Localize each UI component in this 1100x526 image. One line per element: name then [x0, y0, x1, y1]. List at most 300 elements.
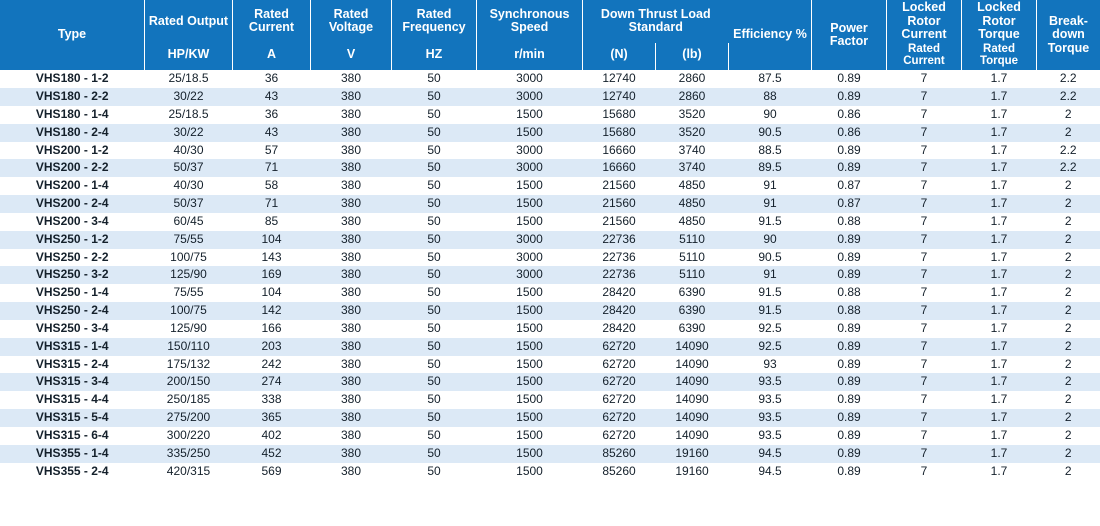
- cell-rated-frequency: 50: [392, 106, 477, 124]
- cell-rated-output: 100/75: [145, 249, 233, 267]
- cell-power-factor: 0.89: [812, 445, 887, 463]
- cell-thrust-newton: 16660: [583, 142, 656, 160]
- cell-thrust-pound: 5110: [656, 249, 729, 267]
- cell-rated-frequency: 50: [392, 356, 477, 374]
- cell-rated-output: 25/18.5: [145, 70, 233, 88]
- cell-rated-output: 300/220: [145, 427, 233, 445]
- cell-efficiency: 90: [729, 231, 812, 249]
- cell-breakdown-torque: 2: [1037, 320, 1100, 338]
- cell-rated-frequency: 50: [392, 124, 477, 142]
- cell-locked-rotor-torque: 1.7: [962, 320, 1037, 338]
- cell-rated-current: 452: [233, 445, 311, 463]
- cell-rated-current: 43: [233, 124, 311, 142]
- cell-rated-current: 71: [233, 195, 311, 213]
- table-row: [0, 445, 1100, 463]
- cell-efficiency: 91: [729, 266, 812, 284]
- cell-rated-voltage: 380: [311, 142, 392, 160]
- cell-synchronous-speed: 3000: [477, 88, 583, 106]
- cell-thrust-newton: 62720: [583, 338, 656, 356]
- cell-thrust-newton: 16660: [583, 159, 656, 177]
- cell-thrust-pound: 14090: [656, 373, 729, 391]
- cell-power-factor: 0.89: [812, 356, 887, 374]
- cell-type: VHS250 - 2-4: [0, 302, 145, 320]
- cell-thrust-pound: 14090: [656, 356, 729, 374]
- cell-thrust-pound: 5110: [656, 266, 729, 284]
- cell-synchronous-speed: 1500: [477, 106, 583, 124]
- cell-synchronous-speed: 1500: [477, 320, 583, 338]
- cell-thrust-pound: 4850: [656, 213, 729, 231]
- cell-rated-current: 85: [233, 213, 311, 231]
- cell-synchronous-speed: 3000: [477, 142, 583, 160]
- cell-type: VHS315 - 6-4: [0, 427, 145, 445]
- cell-power-factor: 0.89: [812, 159, 887, 177]
- header-down-thrust-load-standard: Down Thrust Load Standard: [583, 0, 729, 43]
- table-row: [0, 338, 1100, 356]
- cell-synchronous-speed: 1500: [477, 213, 583, 231]
- cell-power-factor: 0.89: [812, 391, 887, 409]
- cell-locked-rotor-current: 7: [887, 409, 962, 427]
- table-row: [0, 213, 1100, 231]
- cell-thrust-pound: 14090: [656, 427, 729, 445]
- cell-type: VHS250 - 1-2: [0, 231, 145, 249]
- header-locked-rotor-torque: Locked Rotor Torque: [962, 0, 1037, 43]
- cell-breakdown-torque: 2: [1037, 338, 1100, 356]
- cell-rated-frequency: 50: [392, 159, 477, 177]
- cell-type: VHS315 - 2-4: [0, 356, 145, 374]
- header-rated-output: Rated Output: [145, 0, 233, 43]
- cell-rated-frequency: 50: [392, 249, 477, 267]
- cell-rated-output: 100/75: [145, 302, 233, 320]
- cell-rated-voltage: 380: [311, 373, 392, 391]
- cell-power-factor: 0.89: [812, 142, 887, 160]
- cell-rated-frequency: 50: [392, 409, 477, 427]
- cell-rated-current: 143: [233, 249, 311, 267]
- header-locked-rotor-current: Locked Rotor Current: [887, 0, 962, 43]
- cell-thrust-pound: 3520: [656, 106, 729, 124]
- cell-thrust-pound: 19160: [656, 463, 729, 481]
- cell-rated-voltage: 380: [311, 427, 392, 445]
- cell-synchronous-speed: 1500: [477, 373, 583, 391]
- cell-locked-rotor-current: 7: [887, 70, 962, 88]
- cell-type: VHS250 - 3-2: [0, 266, 145, 284]
- cell-rated-frequency: 50: [392, 70, 477, 88]
- header-power-factor: Power Factor: [812, 0, 887, 70]
- cell-efficiency: 91.5: [729, 302, 812, 320]
- cell-rated-voltage: 380: [311, 159, 392, 177]
- cell-type: VHS315 - 4-4: [0, 391, 145, 409]
- cell-type: VHS315 - 1-4: [0, 338, 145, 356]
- cell-rated-voltage: 380: [311, 177, 392, 195]
- cell-rated-output: 335/250: [145, 445, 233, 463]
- cell-locked-rotor-torque: 1.7: [962, 213, 1037, 231]
- cell-breakdown-torque: 2: [1037, 231, 1100, 249]
- cell-rated-current: 169: [233, 266, 311, 284]
- table-row: [0, 391, 1100, 409]
- unit-locked-rotor-current-ratio: Rated Current: [887, 43, 962, 71]
- cell-thrust-newton: 21560: [583, 177, 656, 195]
- cell-rated-voltage: 380: [311, 88, 392, 106]
- cell-locked-rotor-current: 7: [887, 391, 962, 409]
- cell-power-factor: 0.87: [812, 177, 887, 195]
- table-row: [0, 320, 1100, 338]
- cell-locked-rotor-current: 7: [887, 373, 962, 391]
- table-row: [0, 409, 1100, 427]
- cell-synchronous-speed: 1500: [477, 338, 583, 356]
- cell-type: VHS355 - 2-4: [0, 463, 145, 481]
- cell-thrust-newton: 62720: [583, 356, 656, 374]
- table-row: [0, 356, 1100, 374]
- cell-thrust-newton: 12740: [583, 70, 656, 88]
- cell-efficiency: 90.5: [729, 249, 812, 267]
- cell-efficiency: 93.5: [729, 409, 812, 427]
- cell-synchronous-speed: 1500: [477, 124, 583, 142]
- cell-rated-voltage: 380: [311, 70, 392, 88]
- unit-thrust-pound: (lb): [656, 43, 729, 71]
- unit-rated-frequency: HZ: [392, 43, 477, 71]
- cell-rated-voltage: 380: [311, 284, 392, 302]
- cell-rated-current: 142: [233, 302, 311, 320]
- cell-type: VHS180 - 2-4: [0, 124, 145, 142]
- cell-rated-current: 57: [233, 142, 311, 160]
- cell-rated-current: 166: [233, 320, 311, 338]
- cell-breakdown-torque: 2: [1037, 463, 1100, 481]
- cell-efficiency: 91.5: [729, 284, 812, 302]
- table-row: [0, 124, 1100, 142]
- cell-type: VHS200 - 1-2: [0, 142, 145, 160]
- cell-locked-rotor-current: 7: [887, 284, 962, 302]
- cell-rated-voltage: 380: [311, 266, 392, 284]
- cell-rated-voltage: 380: [311, 445, 392, 463]
- cell-type: VHS250 - 3-4: [0, 320, 145, 338]
- cell-breakdown-torque: 2: [1037, 177, 1100, 195]
- cell-type: VHS250 - 2-2: [0, 249, 145, 267]
- cell-locked-rotor-current: 7: [887, 88, 962, 106]
- cell-locked-rotor-current: 7: [887, 142, 962, 160]
- cell-thrust-pound: 14090: [656, 391, 729, 409]
- cell-thrust-newton: 62720: [583, 373, 656, 391]
- cell-locked-rotor-current: 7: [887, 177, 962, 195]
- cell-rated-voltage: 380: [311, 231, 392, 249]
- cell-rated-output: 40/30: [145, 177, 233, 195]
- cell-synchronous-speed: 3000: [477, 159, 583, 177]
- cell-thrust-pound: 6390: [656, 320, 729, 338]
- cell-type: VHS200 - 2-2: [0, 159, 145, 177]
- cell-locked-rotor-current: 7: [887, 320, 962, 338]
- cell-breakdown-torque: 2: [1037, 356, 1100, 374]
- cell-rated-current: 36: [233, 106, 311, 124]
- cell-rated-voltage: 380: [311, 213, 392, 231]
- cell-power-factor: 0.89: [812, 320, 887, 338]
- cell-rated-output: 175/132: [145, 356, 233, 374]
- cell-thrust-newton: 21560: [583, 195, 656, 213]
- cell-locked-rotor-torque: 1.7: [962, 284, 1037, 302]
- cell-synchronous-speed: 3000: [477, 249, 583, 267]
- cell-rated-current: 569: [233, 463, 311, 481]
- cell-thrust-newton: 62720: [583, 427, 656, 445]
- cell-breakdown-torque: 2: [1037, 213, 1100, 231]
- cell-thrust-pound: 2860: [656, 88, 729, 106]
- cell-power-factor: 0.86: [812, 124, 887, 142]
- cell-type: VHS200 - 1-4: [0, 177, 145, 195]
- cell-rated-voltage: 380: [311, 249, 392, 267]
- cell-rated-current: 71: [233, 159, 311, 177]
- cell-type: VHS180 - 1-2: [0, 70, 145, 88]
- cell-rated-output: 75/55: [145, 284, 233, 302]
- cell-thrust-newton: 62720: [583, 409, 656, 427]
- cell-locked-rotor-torque: 1.7: [962, 445, 1037, 463]
- cell-power-factor: 0.89: [812, 409, 887, 427]
- header-rated-voltage: Rated Voltage: [311, 0, 392, 43]
- cell-rated-current: 402: [233, 427, 311, 445]
- cell-rated-frequency: 50: [392, 373, 477, 391]
- cell-power-factor: 0.89: [812, 249, 887, 267]
- cell-rated-output: 30/22: [145, 124, 233, 142]
- table-row: [0, 159, 1100, 177]
- cell-rated-frequency: 50: [392, 302, 477, 320]
- cell-rated-frequency: 50: [392, 284, 477, 302]
- header-row-units: [0, 43, 1100, 71]
- table-row: [0, 427, 1100, 445]
- cell-rated-voltage: 380: [311, 338, 392, 356]
- cell-locked-rotor-torque: 1.7: [962, 70, 1037, 88]
- cell-thrust-newton: 28420: [583, 302, 656, 320]
- cell-synchronous-speed: 3000: [477, 266, 583, 284]
- cell-power-factor: 0.89: [812, 231, 887, 249]
- cell-type: VHS200 - 3-4: [0, 213, 145, 231]
- cell-locked-rotor-torque: 1.7: [962, 427, 1037, 445]
- cell-thrust-pound: 6390: [656, 302, 729, 320]
- cell-efficiency: 87.5: [729, 70, 812, 88]
- cell-rated-frequency: 50: [392, 266, 477, 284]
- cell-power-factor: 0.89: [812, 70, 887, 88]
- cell-power-factor: 0.86: [812, 106, 887, 124]
- cell-locked-rotor-torque: 1.7: [962, 391, 1037, 409]
- cell-type: VHS315 - 5-4: [0, 409, 145, 427]
- table-body: [0, 70, 1100, 480]
- table-row: [0, 195, 1100, 213]
- table-row: [0, 177, 1100, 195]
- table-row: [0, 70, 1100, 88]
- cell-breakdown-torque: 2: [1037, 195, 1100, 213]
- cell-rated-current: 338: [233, 391, 311, 409]
- cell-breakdown-torque: 2: [1037, 124, 1100, 142]
- cell-synchronous-speed: 1500: [477, 302, 583, 320]
- header-rated-frequency: Rated Frequency: [392, 0, 477, 43]
- cell-rated-frequency: 50: [392, 177, 477, 195]
- cell-locked-rotor-current: 7: [887, 302, 962, 320]
- cell-rated-output: 150/110: [145, 338, 233, 356]
- cell-breakdown-torque: 2: [1037, 106, 1100, 124]
- cell-thrust-pound: 14090: [656, 409, 729, 427]
- cell-power-factor: 0.89: [812, 338, 887, 356]
- unit-rated-voltage: V: [311, 43, 392, 71]
- cell-rated-voltage: 380: [311, 463, 392, 481]
- cell-thrust-newton: 28420: [583, 284, 656, 302]
- cell-breakdown-torque: 2: [1037, 391, 1100, 409]
- cell-power-factor: 0.89: [812, 463, 887, 481]
- cell-locked-rotor-current: 7: [887, 106, 962, 124]
- cell-locked-rotor-current: 7: [887, 124, 962, 142]
- cell-rated-output: 200/150: [145, 373, 233, 391]
- cell-breakdown-torque: 2.2: [1037, 88, 1100, 106]
- cell-breakdown-torque: 2: [1037, 409, 1100, 427]
- cell-power-factor: 0.89: [812, 373, 887, 391]
- cell-breakdown-torque: 2.2: [1037, 142, 1100, 160]
- table-row: [0, 463, 1100, 481]
- header-efficiency: Efficiency %: [729, 0, 812, 70]
- cell-locked-rotor-torque: 1.7: [962, 373, 1037, 391]
- cell-type: VHS315 - 3-4: [0, 373, 145, 391]
- cell-rated-frequency: 50: [392, 142, 477, 160]
- cell-efficiency: 90.5: [729, 124, 812, 142]
- cell-locked-rotor-torque: 1.7: [962, 88, 1037, 106]
- cell-locked-rotor-torque: 1.7: [962, 249, 1037, 267]
- cell-locked-rotor-torque: 1.7: [962, 266, 1037, 284]
- cell-rated-voltage: 380: [311, 124, 392, 142]
- cell-power-factor: 0.87: [812, 195, 887, 213]
- cell-rated-frequency: 50: [392, 231, 477, 249]
- cell-synchronous-speed: 1500: [477, 177, 583, 195]
- cell-thrust-newton: 21560: [583, 213, 656, 231]
- cell-locked-rotor-current: 7: [887, 266, 962, 284]
- cell-rated-frequency: 50: [392, 195, 477, 213]
- table-row: [0, 302, 1100, 320]
- cell-breakdown-torque: 2: [1037, 284, 1100, 302]
- cell-locked-rotor-torque: 1.7: [962, 338, 1037, 356]
- cell-efficiency: 94.5: [729, 463, 812, 481]
- table-header: [0, 0, 1100, 70]
- unit-rated-current: A: [233, 43, 311, 71]
- cell-efficiency: 93.5: [729, 427, 812, 445]
- cell-rated-output: 25/18.5: [145, 106, 233, 124]
- cell-thrust-newton: 22736: [583, 231, 656, 249]
- table-row: [0, 231, 1100, 249]
- cell-thrust-pound: 4850: [656, 177, 729, 195]
- cell-efficiency: 90: [729, 106, 812, 124]
- cell-breakdown-torque: 2.2: [1037, 159, 1100, 177]
- cell-rated-current: 365: [233, 409, 311, 427]
- cell-breakdown-torque: 2.2: [1037, 70, 1100, 88]
- cell-power-factor: 0.89: [812, 266, 887, 284]
- cell-efficiency: 92.5: [729, 338, 812, 356]
- cell-type: VHS180 - 2-2: [0, 88, 145, 106]
- cell-breakdown-torque: 2: [1037, 249, 1100, 267]
- cell-rated-voltage: 380: [311, 320, 392, 338]
- table-row: [0, 142, 1100, 160]
- unit-synchronous-speed: r/min: [477, 43, 583, 71]
- cell-rated-output: 30/22: [145, 88, 233, 106]
- table-row: [0, 106, 1100, 124]
- cell-locked-rotor-torque: 1.7: [962, 177, 1037, 195]
- cell-power-factor: 0.89: [812, 88, 887, 106]
- cell-efficiency: 93.5: [729, 373, 812, 391]
- cell-locked-rotor-current: 7: [887, 213, 962, 231]
- cell-efficiency: 88: [729, 88, 812, 106]
- cell-synchronous-speed: 3000: [477, 70, 583, 88]
- cell-efficiency: 91.5: [729, 213, 812, 231]
- cell-synchronous-speed: 1500: [477, 356, 583, 374]
- cell-rated-output: 420/315: [145, 463, 233, 481]
- cell-synchronous-speed: 1500: [477, 284, 583, 302]
- cell-rated-current: 274: [233, 373, 311, 391]
- cell-rated-current: 104: [233, 231, 311, 249]
- cell-locked-rotor-current: 7: [887, 427, 962, 445]
- cell-thrust-pound: 3520: [656, 124, 729, 142]
- cell-locked-rotor-torque: 1.7: [962, 302, 1037, 320]
- cell-locked-rotor-torque: 1.7: [962, 231, 1037, 249]
- cell-rated-output: 125/90: [145, 266, 233, 284]
- table-row: [0, 284, 1100, 302]
- table-row: [0, 373, 1100, 391]
- cell-rated-voltage: 380: [311, 409, 392, 427]
- cell-thrust-pound: 2860: [656, 70, 729, 88]
- cell-rated-frequency: 50: [392, 213, 477, 231]
- header-type: Type: [0, 0, 145, 70]
- cell-rated-voltage: 380: [311, 106, 392, 124]
- cell-breakdown-torque: 2: [1037, 373, 1100, 391]
- cell-efficiency: 89.5: [729, 159, 812, 177]
- header-synchronous-speed: Synchronous Speed: [477, 0, 583, 43]
- cell-locked-rotor-current: 7: [887, 249, 962, 267]
- cell-thrust-newton: 22736: [583, 249, 656, 267]
- unit-rated-torque-ratio: Rated Torque: [962, 43, 1037, 71]
- cell-rated-frequency: 50: [392, 88, 477, 106]
- cell-rated-output: 50/37: [145, 195, 233, 213]
- header-rated-current: Rated Current: [233, 0, 311, 43]
- cell-locked-rotor-torque: 1.7: [962, 356, 1037, 374]
- cell-locked-rotor-current: 7: [887, 463, 962, 481]
- cell-power-factor: 0.89: [812, 427, 887, 445]
- cell-locked-rotor-current: 7: [887, 356, 962, 374]
- cell-rated-frequency: 50: [392, 463, 477, 481]
- cell-locked-rotor-torque: 1.7: [962, 195, 1037, 213]
- cell-breakdown-torque: 2: [1037, 302, 1100, 320]
- cell-breakdown-torque: 2: [1037, 445, 1100, 463]
- cell-locked-rotor-torque: 1.7: [962, 142, 1037, 160]
- cell-thrust-newton: 22736: [583, 266, 656, 284]
- unit-rated-output: HP/KW: [145, 43, 233, 71]
- cell-synchronous-speed: 1500: [477, 427, 583, 445]
- cell-rated-frequency: 50: [392, 391, 477, 409]
- cell-thrust-newton: 62720: [583, 391, 656, 409]
- cell-rated-frequency: 50: [392, 427, 477, 445]
- cell-locked-rotor-torque: 1.7: [962, 106, 1037, 124]
- cell-synchronous-speed: 1500: [477, 445, 583, 463]
- cell-rated-frequency: 50: [392, 445, 477, 463]
- cell-thrust-newton: 28420: [583, 320, 656, 338]
- table-row: [0, 266, 1100, 284]
- cell-synchronous-speed: 1500: [477, 463, 583, 481]
- cell-thrust-pound: 3740: [656, 159, 729, 177]
- cell-thrust-newton: 85260: [583, 463, 656, 481]
- cell-thrust-pound: 14090: [656, 338, 729, 356]
- cell-thrust-newton: 15680: [583, 124, 656, 142]
- cell-rated-frequency: 50: [392, 338, 477, 356]
- cell-breakdown-torque: 2: [1037, 266, 1100, 284]
- cell-efficiency: 92.5: [729, 320, 812, 338]
- cell-locked-rotor-current: 7: [887, 159, 962, 177]
- header-row-main: [0, 0, 1100, 43]
- cell-rated-output: 40/30: [145, 142, 233, 160]
- cell-efficiency: 91: [729, 177, 812, 195]
- cell-rated-voltage: 380: [311, 195, 392, 213]
- cell-synchronous-speed: 1500: [477, 409, 583, 427]
- cell-locked-rotor-torque: 1.7: [962, 463, 1037, 481]
- cell-thrust-pound: 5110: [656, 231, 729, 249]
- cell-type: VHS250 - 1-4: [0, 284, 145, 302]
- cell-efficiency: 88.5: [729, 142, 812, 160]
- cell-rated-current: 43: [233, 88, 311, 106]
